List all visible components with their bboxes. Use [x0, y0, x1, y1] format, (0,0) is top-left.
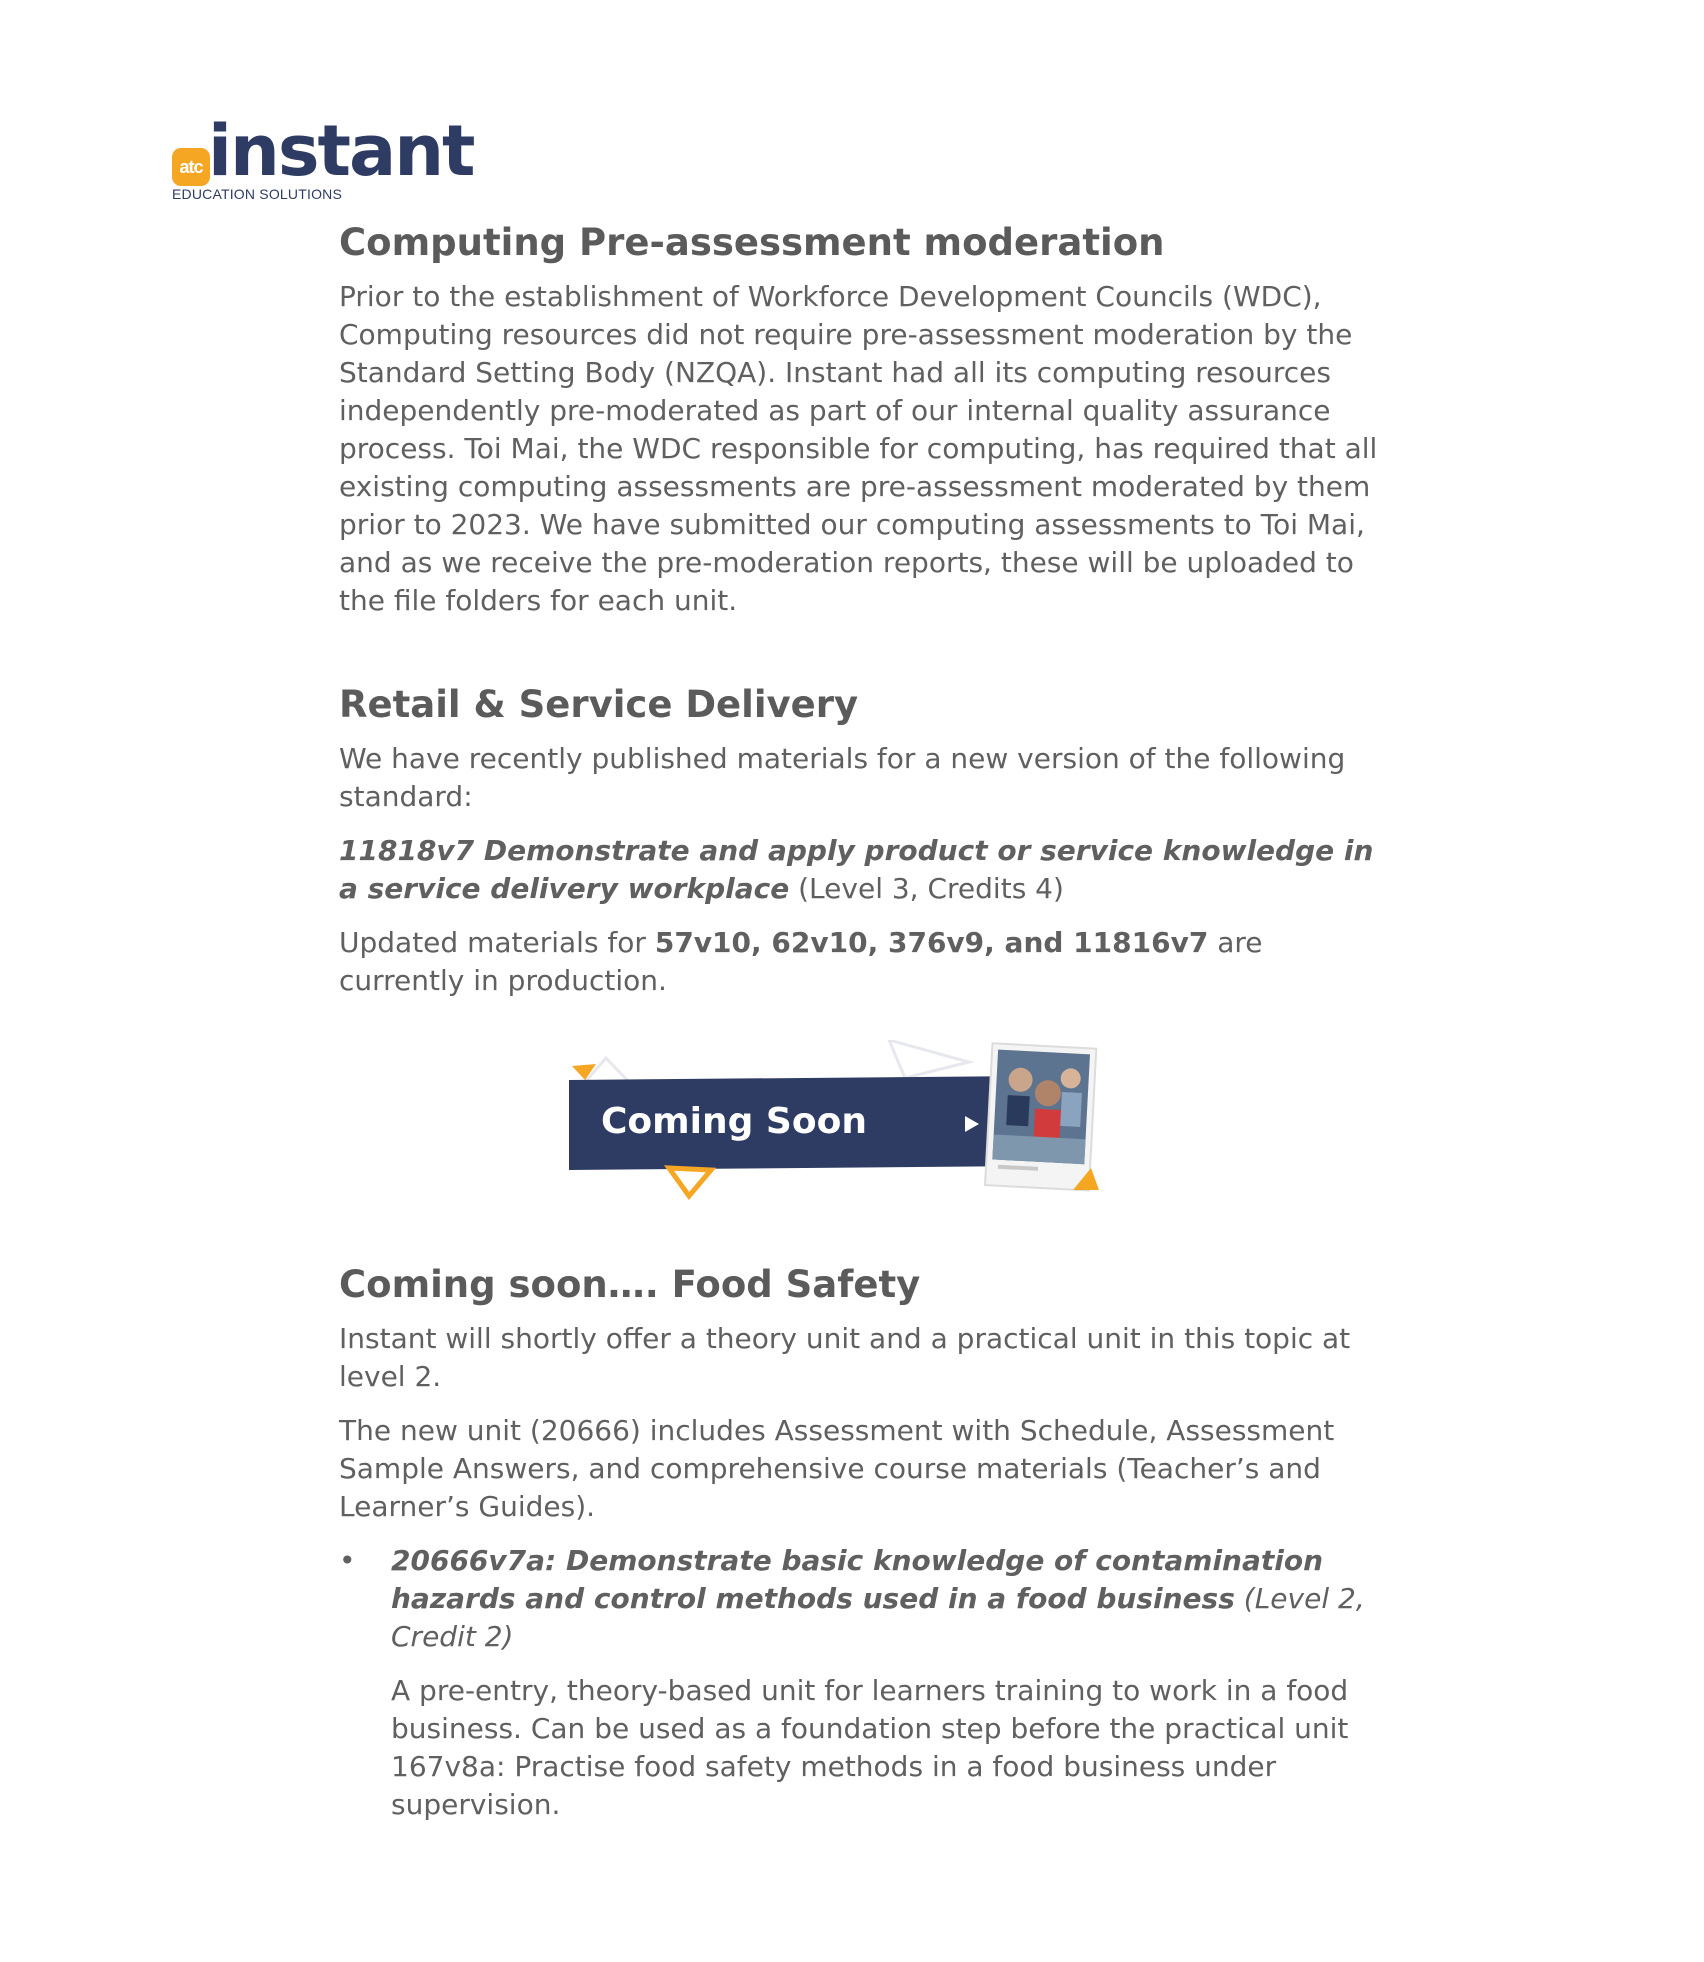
banner-label: Coming Soon	[601, 1101, 867, 1142]
bullet-icon: •	[339, 1544, 356, 1577]
list-item	[339, 1542, 1379, 1824]
retail-intro: We have recently published materials for a new version of the following standard:	[339, 742, 1346, 813]
instant-logo	[172, 110, 492, 202]
coming-soon-graphic	[569, 1040, 1149, 1200]
food-paragraph-1: Instant will shortly offer a theory unit and a practical unit in this topic at level 2.	[339, 1322, 1351, 1393]
food-heading: Coming soon…. Food Safety	[339, 1263, 921, 1306]
bullet-heading	[391, 1542, 1379, 1656]
outline-triangle-right	[889, 1040, 969, 1078]
computing-section	[339, 218, 1379, 620]
bullet-description: A pre-entry, theory-based unit for learners training to work in a food business. Can be used as a foundation step before the practical unit 167v8a: Practise food safety methods in a food business under supervision.	[391, 1674, 1349, 1821]
logo-wordmark: instant	[208, 110, 474, 192]
updated-prefix: Updated materials for	[339, 926, 655, 959]
updated-suffix: are currently in production.	[339, 926, 1263, 997]
bullet-title: 20666v7a: Demonstrate basic knowledge of contamination hazards and control methods used in a food business	[391, 1544, 1324, 1615]
bullet-meta: (Level 2, Credit 2)	[391, 1582, 1365, 1653]
standard-title: 11818v7 Demonstrate and apply product or service knowledge in a service delivery workplace	[339, 834, 1374, 905]
atc-badge: atc	[172, 148, 210, 186]
book-cover-image	[985, 1043, 1096, 1190]
computing-paragraph: Prior to the establishment of Workforce Development Councils (WDC), Computing resources did not require pre-assessment moderation by the Standard Setting Body (NZQA). Instant had all its computing resources independently pre-moderated as part of our internal quality assurance process. Toi Mai, the WDC responsible for computing, has required that all existing computing assessments are pre-assessment moderated by them prior to 2023. We have submitted our computing assessments to Toi Mai, and as we receive the pre-moderation reports, these will be uploaded to the file folders for each unit.	[339, 280, 1378, 617]
retail-updated	[339, 924, 1379, 1000]
standard-meta: (Level 3, Credits 4)	[789, 872, 1064, 905]
food-paragraph-2: The new unit (20666) includes Assessment with Schedule, Assessment Sample Answers, and comprehensive course materials (Teacher’s and Learner’s Guides).	[339, 1414, 1335, 1523]
document-body	[339, 218, 1379, 1840]
logo-tagline: EDUCATION SOLUTIONS	[172, 186, 343, 202]
updated-units: 57v10, 62v10, 376v9, and 11816v7	[654, 926, 1209, 959]
outline-triangle-bottom	[669, 1168, 711, 1196]
retail-section	[339, 680, 1379, 1000]
food-safety-section	[339, 1260, 1379, 1824]
computing-heading: Computing Pre-assessment moderation	[339, 221, 1165, 264]
coming-soon-banner	[339, 1040, 1379, 1200]
retail-standard	[339, 832, 1379, 908]
retail-heading: Retail & Service Delivery	[339, 683, 859, 726]
